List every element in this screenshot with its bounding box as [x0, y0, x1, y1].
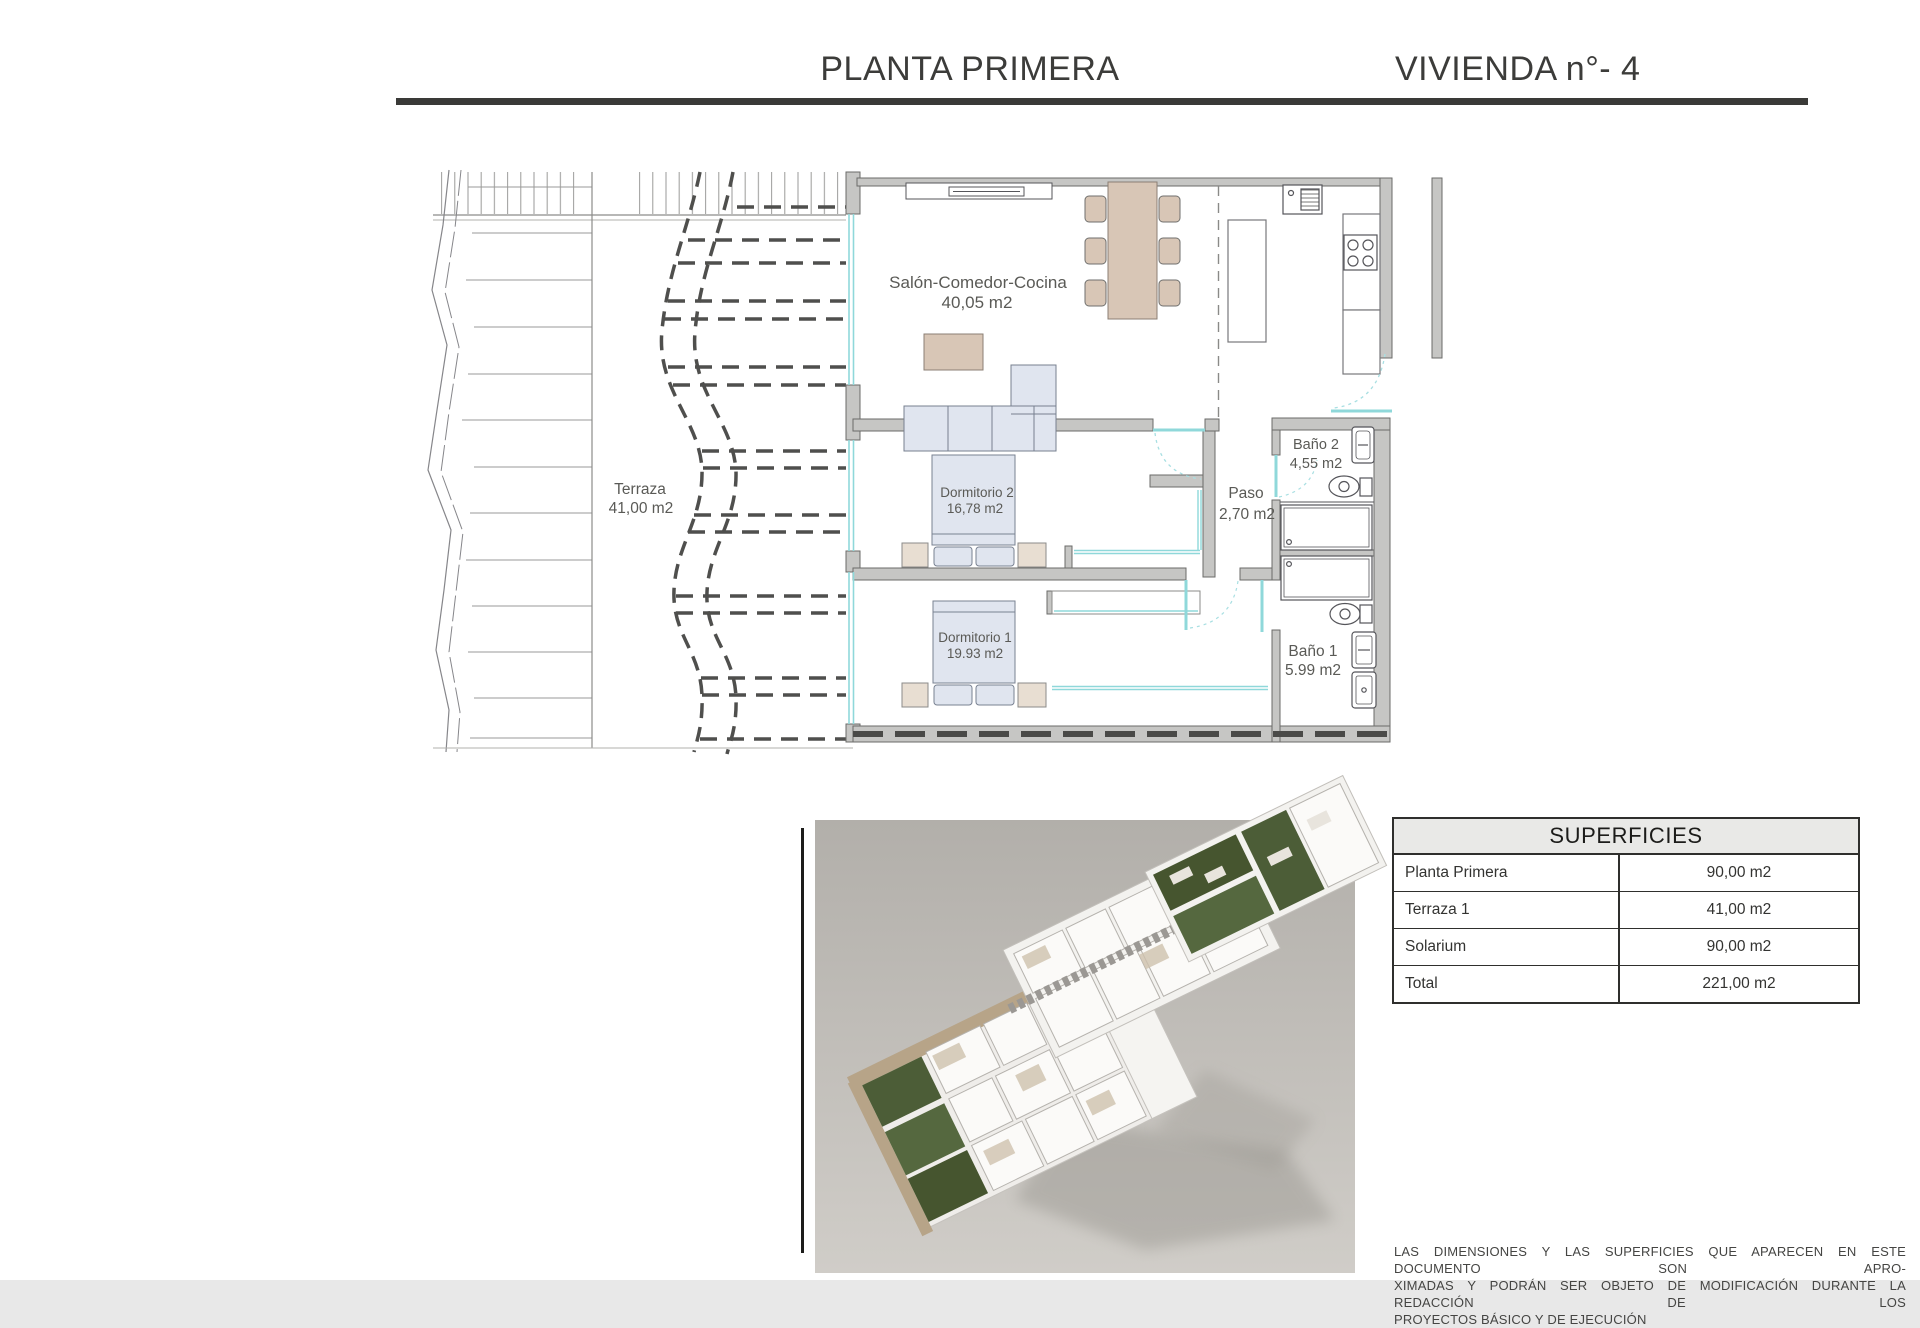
nightstand	[1018, 683, 1046, 707]
dining-table	[1108, 182, 1157, 319]
page-title: PLANTA PRIMERA	[820, 50, 1120, 88]
row-value: 90,00 m2	[1706, 938, 1772, 955]
coffee-table	[924, 334, 983, 370]
label-bano2-name: Baño 2	[1293, 437, 1339, 453]
table-title: SUPERFICIES	[1394, 819, 1858, 855]
nightstand	[902, 543, 928, 567]
kitchen-island	[1228, 220, 1266, 342]
shower-b1	[1281, 556, 1372, 600]
nightstand	[1018, 543, 1046, 567]
label-dorm2-area: 16,78 m2	[946, 501, 1004, 516]
label-paso-name: Paso	[1228, 485, 1264, 502]
disclaimer-line: XIMADAS Y PODRÁN SER OBJETO DE MODIFICACIÓN DURANTE LA REDACCIÓN DE LOS	[1394, 1278, 1906, 1310]
sofa	[904, 365, 1056, 451]
building-3d-render	[815, 820, 1355, 1273]
living-furniture	[904, 182, 1180, 451]
row-label: Total	[1394, 966, 1620, 1002]
row-label: Terraza 1	[1394, 892, 1620, 928]
table-row	[1394, 855, 1858, 892]
floor-plan	[430, 150, 1460, 760]
kitchen-fixtures	[1219, 185, 1381, 419]
label-dorm2-name: Dormitorio 2	[940, 485, 1014, 500]
label-bano2-area: 4,55 m2	[1289, 456, 1343, 472]
label-dorm1-area: 19.93 m2	[946, 646, 1004, 661]
row-value: 90,00 m2	[1706, 864, 1772, 881]
table-row	[1394, 966, 1858, 1002]
terrace-hatching	[428, 170, 853, 754]
disclaimer-line: LAS DIMENSIONES Y LAS SUPERFICIES QUE APARECEN EN ESTE DOCUMENTO SON APRO-	[1394, 1244, 1906, 1276]
render-divider-line	[801, 828, 804, 1253]
header-rule	[396, 98, 1808, 105]
label-salon-name: Salón-Comedor-Cocina	[889, 273, 1067, 292]
nightstand	[902, 683, 928, 707]
closet-2	[1074, 490, 1201, 554]
toilet-b2	[1329, 476, 1359, 497]
disclaimer	[1394, 1243, 1906, 1328]
bed-2	[932, 455, 1015, 545]
shower-b2	[1281, 505, 1372, 550]
label-bano1-name: Baño 1	[1288, 643, 1338, 660]
disclaimer-line: PROYECTOS BÁSICO Y DE EJECUCIÓN	[1394, 1312, 1647, 1327]
superficies-table	[1392, 817, 1860, 1004]
label-dorm1-name: Dormitorio 1	[938, 630, 1012, 645]
label-terraza-name: Terraza	[614, 481, 666, 498]
table-row	[1394, 929, 1858, 966]
toilet-b1	[1330, 604, 1360, 625]
row-value: 221,00 m2	[1702, 975, 1776, 992]
row-label: Planta Primera	[1394, 855, 1620, 891]
label-bano1-area: 5.99 m2	[1284, 662, 1342, 679]
label-paso-area: 2,70 m2	[1218, 506, 1276, 523]
table-row	[1394, 892, 1858, 929]
dwelling-title: VIVIENDA n°- 4	[1395, 50, 1641, 88]
label-terraza-area: 41,00 m2	[608, 500, 674, 517]
row-label: Solarium	[1394, 929, 1620, 965]
label-salon-area: 40,05 m2	[941, 293, 1013, 312]
row-value: 41,00 m2	[1706, 901, 1772, 918]
